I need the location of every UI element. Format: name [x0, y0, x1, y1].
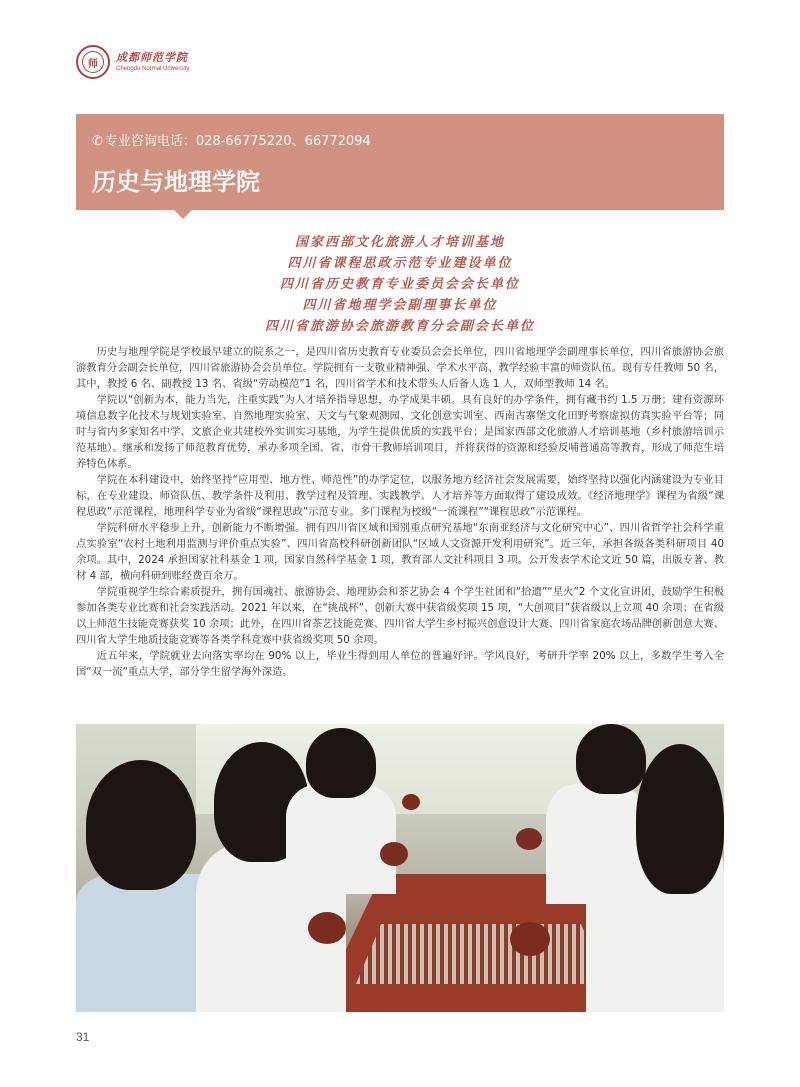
hotline-text: 专业咨询电话：028-66775220、66772094: [104, 134, 371, 149]
honors-list: [76, 232, 724, 337]
honor-item: 四川省地理学会副理事长单位: [302, 298, 498, 313]
paragraph: 学院以“创新为本，能力当先，注重实践”为人才培养指导思想，办学成果丰硕。具有良好的办学条件，拥有藏书约 1.5 万册；建有资源环境信息数字化技术与规划实验室、自然地理实验室、天文与气象观测园、文化创意实训室、西南古寨堡文化田野考察虚拟仿真实验平台等；同时与省内多家知名中学、文旅企业共建校外实训实习基地，为学生提供优质的实践平台；是国家西部文化旅游人才培训基地（乡村旅游培训示范基地）。继承和发扬了师范教育优势，承办多项全国、省、市骨干教师培训项目，并将获得的资源和经验反哺普通高等教育，形成了师范生培养特色体系。: [76, 394, 724, 470]
article-body: [76, 344, 724, 680]
photo-student-hair: [576, 724, 646, 794]
university-logo: [76, 44, 189, 80]
photo-tea-mat: [356, 924, 606, 984]
photo-teapot: [380, 842, 408, 866]
logo-chinese-name: 成都师范学院: [116, 51, 188, 64]
hotline: [92, 130, 371, 149]
photo-teapot: [516, 828, 542, 850]
paragraph: 近五年来，学院就业去向落实率均在 90% 以上，毕业生得到用人单位的普遍好评。学风良好，考研升学率 20% 以上，多数学生考入全国“双一流”重点大学，部分学生留学海外深造。: [76, 650, 724, 678]
photo-student-hair: [636, 744, 724, 894]
photo-teapot: [510, 922, 550, 956]
photo-teapot: [402, 794, 420, 810]
honor-item: 四川省课程思政示范专业建设单位: [287, 256, 513, 271]
department-banner: [76, 114, 724, 210]
honor-item: 四川省历史教育专业委员会会长单位: [279, 277, 520, 292]
paragraph: 学院科研水平稳步上升，创新能力不断增强。拥有四川省区域和国别重点研究基地“东南亚经济与文化研究中心”、四川省哲学社会科学重点实验室“农村土地利用监测与评价重点实验”、四川省高校科研创新团队“区域人文资源开发利用研究”。近三年，承担各级各类科研项目 40 余项。其中，2024 承担国家社科基金 1 项，国家自然科学基金 1 项，教育部人文社科项目 3 项。公开发表学术论文近 50 篇，出版专著、教材 4 部，横向科研到账经费百余万。: [76, 522, 724, 582]
page-number: 31: [76, 1030, 90, 1044]
paragraph: 学院重视学生综合素质提升，拥有国魂社、旅游协会、地理协会和茶艺协会 4 个学生社团和“拾遗”“星火”2 个文化宣讲团，鼓励学生积极参加各类专业比赛和社会实践活动。2021 年以来，在“挑战杯”、创新大赛中获省级奖项 15 项，“大创项目”获省级以上立项 40 余项；在省级以上师范生技能竞赛获奖 10 余项；此外，在四川省茶艺技能竞赛、四川省大学生乡村振兴创意设计大赛、四川省家庭农场品牌创新创意大赛、四川省大学生地质技能竞赛等各类学科竞赛中获省级奖项 50 余项。: [76, 586, 724, 646]
logo-english-name: Chengdu Normal University: [116, 66, 190, 72]
photo-student-hair: [86, 760, 196, 890]
phone-icon: ✆: [92, 134, 103, 149]
paragraph: 历史与地理学院是学校最早建立的院系之一，是四川省历史教育专业委员会会长单位，四川省地理学会副理事长单位，四川省旅游协会旅游教育分会副会长单位，四川省旅游协会会员单位。学院拥有一支敬业精神强、学术水平高、教学经验丰富的师资队伍。现有专任教师 50 名，其中，教授 6 名、副教授 13 名、省级“劳动模范”1 名，四川省学术和技术带头人后备人选 1 人，双师型教师 14 名。: [76, 346, 724, 390]
photo-student-robe: [286, 784, 396, 894]
honor-item: 四川省旅游协会旅游教育分会副会长单位: [264, 319, 535, 334]
photo-student-hair: [306, 728, 376, 798]
banner-pointer: [174, 210, 192, 219]
university-seal-icon: 师: [76, 45, 110, 79]
photo-teapot: [308, 912, 346, 944]
honor-item: 国家西部文化旅游人才培训基地: [294, 235, 505, 250]
paragraph: 学院在本科建设中，始终坚持“应用型、地方性、师范性”的办学定位，以服务地方经济社会发展需要，始终坚持以强化内涵建设为专业目标，在专业建设、师资队伍、教学条件及利用、教学过程及管理、实践教学、人才培养等方面取得了建设成效。《经济地理学》课程为省级“课程思政”示范课程，地理科学专业为省级“课程思政”示范专业。多门课程为校级“一流课程”“课程思政”示范课程。: [76, 474, 724, 518]
logo-text: [116, 52, 189, 72]
tea-ceremony-photo: [76, 724, 724, 1012]
department-title: 历史与地理学院: [92, 168, 260, 196]
